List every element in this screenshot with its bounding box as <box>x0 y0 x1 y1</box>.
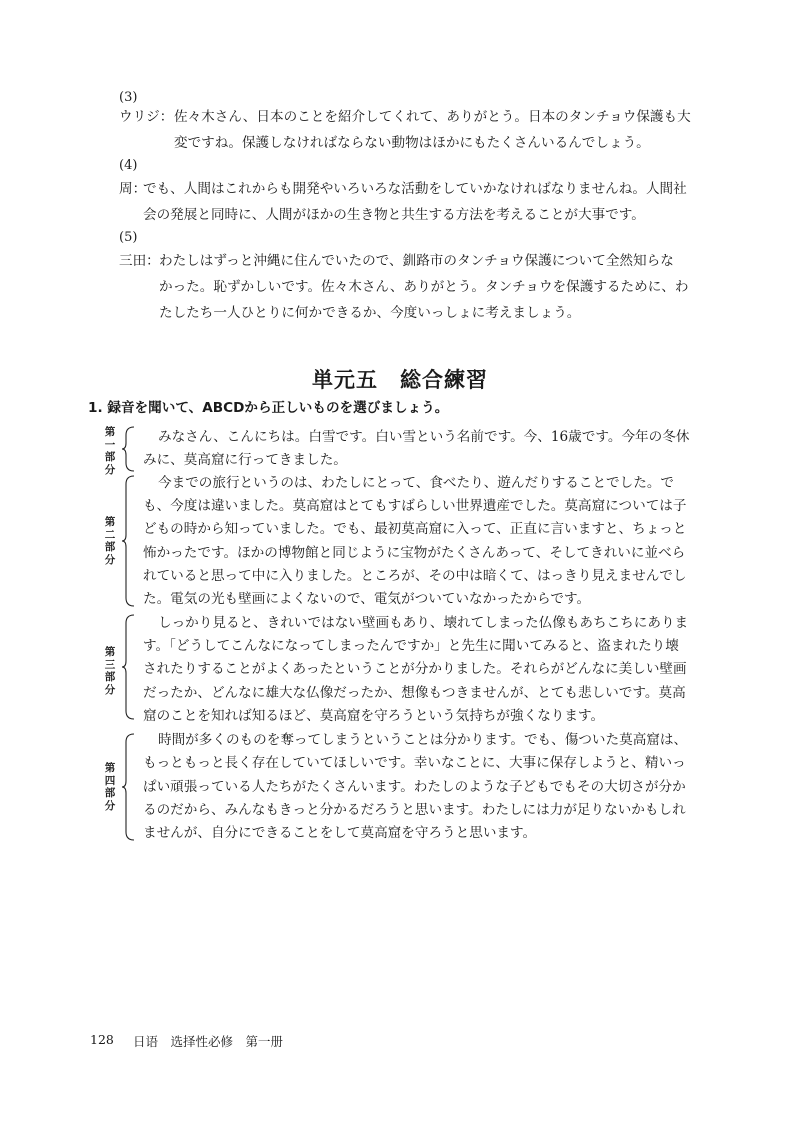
dialogue-line: 会の発展と同時に、人間がほかの生き物と共生する方法を考えることが大事です。 <box>143 207 645 223</box>
passage-line: だったか、どんなに雄大な仏像だったか、想像もつきませんが、とても悲しいです。莫高 <box>143 685 686 701</box>
part-label-3: 第 三 部 分 <box>104 646 116 696</box>
dialogue-line: でも、人間はこれからも開発やいろいろな活動をしていかなければなりませんね。人間社 <box>143 181 687 197</box>
part-label-4: 第 四 部 分 <box>104 762 116 812</box>
passage-line: みなさん、こんにちは。白雪です。白い雪という名前です。今、16歳です。今年の冬休 <box>158 429 690 445</box>
passage-line: れていると思って中に入りました。ところが、その中は暗くて、はっきり見えませんでし <box>143 568 687 584</box>
passage-line: も、今度は違いました。莫高窟はとてもすばらしい世界遺産でした。莫高窟については子 <box>143 498 687 514</box>
dialogue-line: かった。恥ずかしいです。佐々木さん、ありがとう。タンチョウを保護するために、わ <box>159 279 689 295</box>
page-number: 128 <box>90 1032 114 1047</box>
passage-line: 窟のことを知れば知るほど、莫高窟を守ろうという気持ちが強くなります。 <box>143 708 605 724</box>
item-number-5: (5) <box>119 230 138 245</box>
passage-line: す。「どうしてこんなになってしまったんですか」と先生に聞いてみると、盗まれたり壊 <box>143 638 679 654</box>
part-bracket <box>121 733 137 841</box>
passage-line: されたりすることがよくあったということが分かりました。それらがどんなに美しい壁画 <box>143 661 687 677</box>
speaker-name: 周： <box>119 181 147 197</box>
question-instruction: 1. 録音を聞いて、ABCDから正しいものを選びましょう。 <box>88 400 449 416</box>
part-bracket <box>121 426 137 472</box>
passage-line: 時間が多くのものを奪ってしまうということは分かります。でも、傷ついた莫高窟は、 <box>158 732 688 748</box>
passage-line: た。電気の光も壁画によくないので、電気がついていなかったからです。 <box>143 591 591 607</box>
passage-line: 今までの旅行というのは、わたしにとって、食べたり、遊んだりすることでした。で <box>158 475 675 491</box>
item-number-3: (3) <box>119 90 138 105</box>
passage-line: みに、莫高窟に行ってきました。 <box>143 452 347 468</box>
part-bracket <box>121 614 137 720</box>
dialogue-line: わたしはずっと沖縄に住んでいたので、釧路市のタンチョウ保護について全然知らな <box>159 253 674 269</box>
unit-title: 単元五 総合練習 <box>312 368 488 392</box>
dialogue-line: 佐々木さん、日本のことを紹介してくれて、ありがとう。日本のタンチョウ保護も大 <box>174 109 691 125</box>
part-label-1: 第 一 部 分 <box>104 426 116 476</box>
passage-line: 怖かったです。ほかの博物館と同じように宝物がたくさんあって、そしてきれいに並べら <box>143 545 686 561</box>
passage-line: ぱい頑張っている人たちがたくさんいます。わたしのような子どもでもその大切さが分か <box>143 779 686 795</box>
speaker-name: 三田： <box>119 253 160 269</box>
dialogue-line: たしたち一人ひとりに何かできるか、今度いっしょに考えましょう。 <box>159 305 581 321</box>
part-bracket <box>121 475 137 607</box>
passage-line: どもの時から知っていました。でも、最初莫高窟に入って、正直に言いますと、ちょっと <box>143 521 687 537</box>
passage-line: ませんが、自分にできることをして莫高窟を守ろうと思います。 <box>143 825 537 841</box>
item-number-4: (4) <box>119 158 138 173</box>
part-label-2: 第 二 部 分 <box>104 516 116 566</box>
passage-line: しっかり見ると、きれいではない壁画もあり、壊れてしまった仏像もあちこちにありま <box>158 615 689 631</box>
dialogue-line: 変ですね。保護しなければならない動物はほかにもたくさんいるんでしょう。 <box>174 135 650 151</box>
speaker-name: ウリジ： <box>119 109 174 125</box>
book-title: 日语 选择性必修 第一册 <box>133 1034 284 1049</box>
passage-line: もっともっと長く存在していてほしいです。幸いなことに、大事に保存しようと、精いっ <box>143 755 686 771</box>
passage-line: るのだから、みんなもきっと分かるだろうと思います。わたしには力が足りないかもしれ <box>143 802 686 818</box>
